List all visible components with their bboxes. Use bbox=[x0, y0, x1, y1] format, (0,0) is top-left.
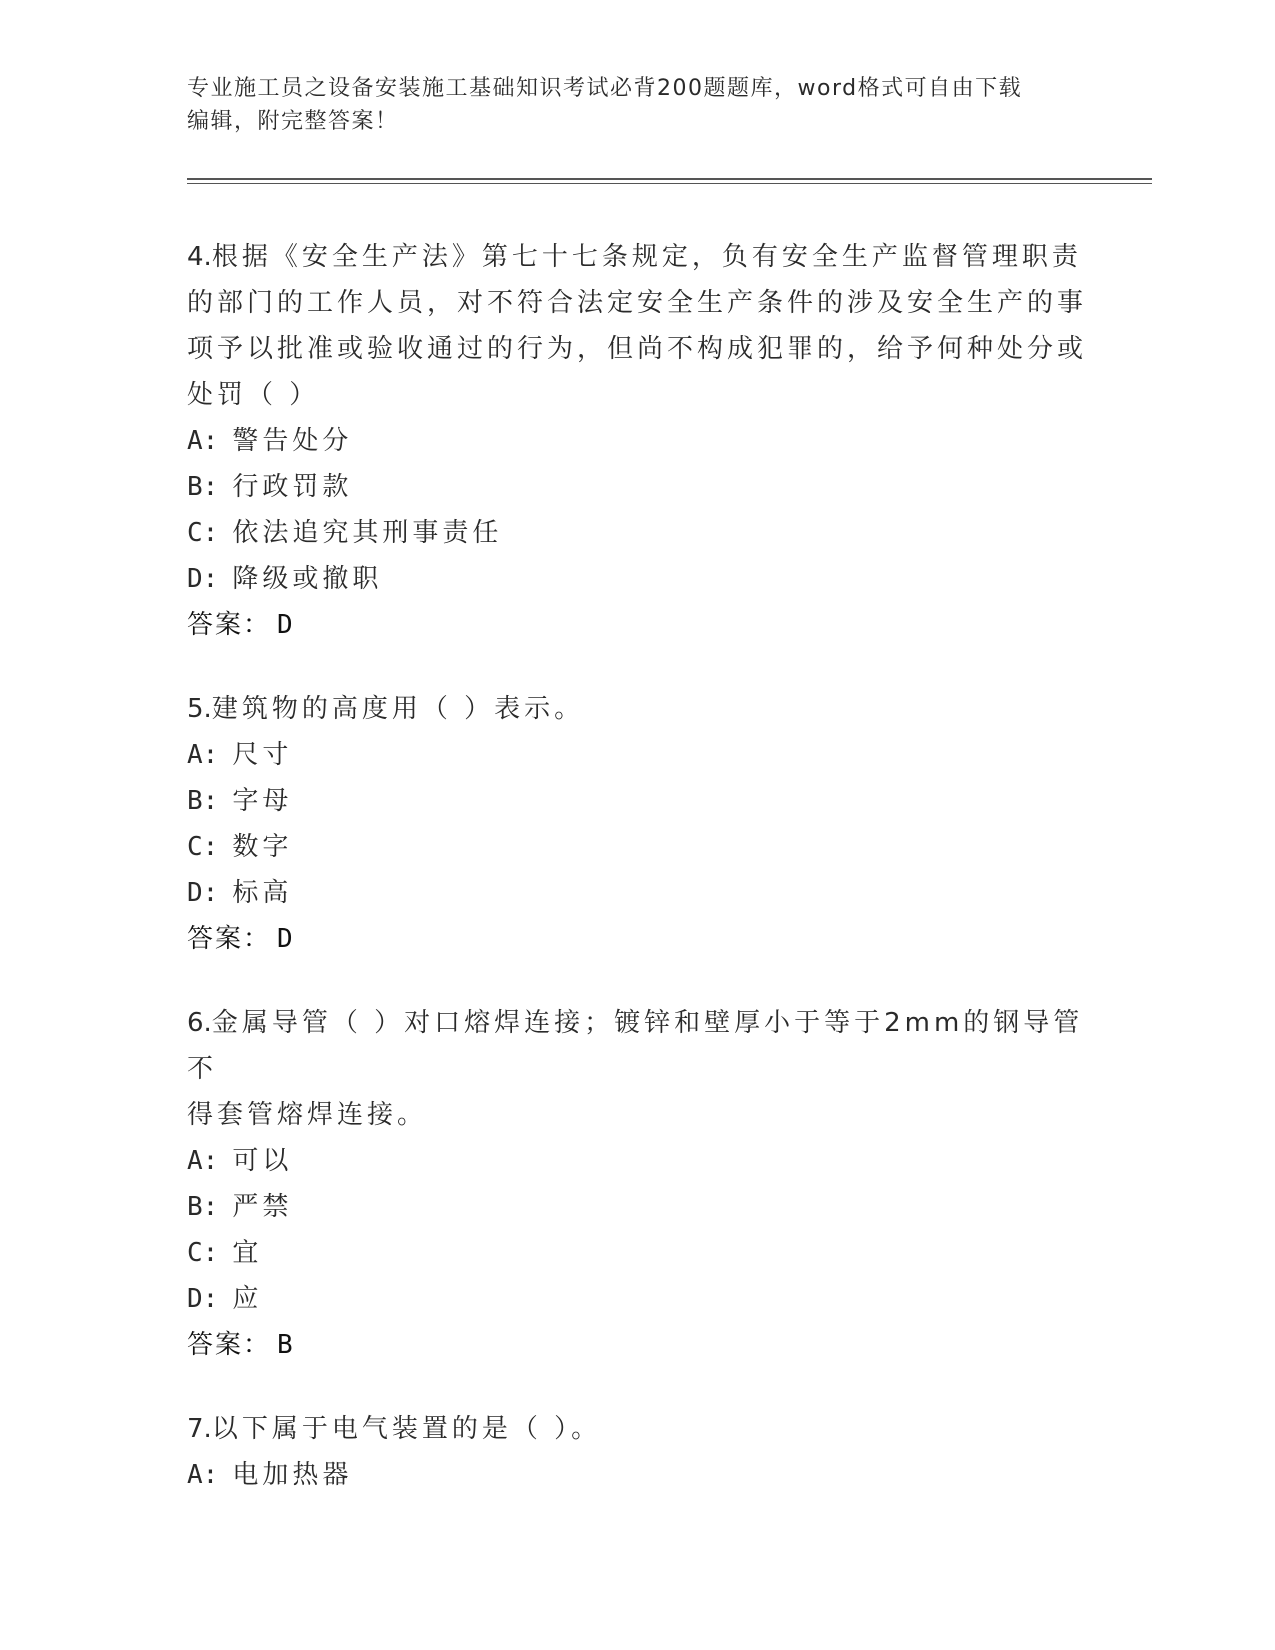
option-key: A: bbox=[187, 740, 219, 770]
question-text bbox=[187, 1406, 1087, 1452]
question-4 bbox=[187, 234, 1087, 648]
question-text-line: 建筑物的高度用（ ）表示。 bbox=[211, 694, 585, 724]
option-text: 警告处分 bbox=[232, 426, 353, 456]
option-c bbox=[187, 1230, 1087, 1276]
question-text-line: 以下属于电气装置的是（ ）。 bbox=[211, 1414, 602, 1444]
question-text-line: 根据《安全生产法》第七十七条规定，负有安全生产监督管理职责 bbox=[211, 242, 1082, 272]
option-key: C: bbox=[187, 518, 219, 548]
option-key: A: bbox=[187, 426, 219, 456]
answer-label: 答案： bbox=[187, 1330, 272, 1360]
question-text bbox=[187, 1000, 1087, 1138]
question-6 bbox=[187, 1000, 1087, 1368]
question-text bbox=[187, 686, 1087, 732]
question-number: 4. bbox=[187, 242, 212, 272]
option-text: 应 bbox=[232, 1284, 263, 1314]
option-a bbox=[187, 418, 1087, 464]
option-d bbox=[187, 1276, 1087, 1322]
option-key: A: bbox=[187, 1146, 219, 1176]
option-key: C: bbox=[187, 832, 219, 862]
option-d bbox=[187, 870, 1087, 916]
option-text: 标高 bbox=[232, 878, 293, 908]
option-key: B: bbox=[187, 786, 219, 816]
option-text: 电加热器 bbox=[232, 1460, 353, 1490]
question-text-line: 得套管熔焊连接。 bbox=[187, 1100, 428, 1130]
option-text: 依法追究其刑事责任 bbox=[232, 518, 503, 548]
answer bbox=[187, 916, 1087, 962]
question-number: 7. bbox=[187, 1414, 212, 1444]
option-a bbox=[187, 1452, 1087, 1498]
header-divider-thick bbox=[187, 178, 1152, 180]
option-key: C: bbox=[187, 1238, 219, 1268]
option-text: 宜 bbox=[232, 1238, 263, 1268]
answer-label: 答案： bbox=[187, 924, 272, 954]
header-divider-thin bbox=[187, 183, 1152, 184]
option-key: B: bbox=[187, 1192, 219, 1222]
question-number: 6. bbox=[187, 1008, 212, 1038]
option-a bbox=[187, 732, 1087, 778]
option-b bbox=[187, 464, 1087, 510]
option-text: 可以 bbox=[232, 1146, 293, 1176]
header-title-line-1: 专业施工员之设备安装施工基础知识考试必背200题题库，word格式可自由下载 bbox=[187, 76, 1023, 101]
question-text-line: 的部门的工作人员，对不符合法定安全生产条件的涉及安全生产的事 bbox=[187, 288, 1088, 318]
option-text: 尺寸 bbox=[232, 740, 293, 770]
option-d bbox=[187, 556, 1087, 602]
question-list bbox=[187, 234, 1087, 1536]
question-text-line: 金属导管（ ）对口熔焊连接；镀锌和壁厚小于等于2mm的钢导管不 bbox=[187, 1008, 1084, 1084]
question-number: 5. bbox=[187, 694, 212, 724]
option-text: 数字 bbox=[232, 832, 293, 862]
option-key: D: bbox=[187, 1284, 219, 1314]
option-c bbox=[187, 510, 1087, 556]
option-b bbox=[187, 1184, 1087, 1230]
option-a bbox=[187, 1138, 1087, 1184]
answer-value: D bbox=[277, 610, 293, 640]
answer bbox=[187, 1322, 1087, 1368]
answer-label: 答案： bbox=[187, 610, 272, 640]
answer-value: D bbox=[277, 924, 293, 954]
option-text: 行政罚款 bbox=[232, 472, 353, 502]
document-header bbox=[187, 72, 1087, 138]
option-text: 字母 bbox=[232, 786, 293, 816]
option-key: A: bbox=[187, 1460, 219, 1490]
answer-value: B bbox=[277, 1330, 293, 1360]
header-title-line-2: 编辑，附完整答案！ bbox=[187, 109, 399, 134]
question-text-line: 处罚（ ） bbox=[187, 380, 320, 410]
option-key: B: bbox=[187, 472, 219, 502]
option-b bbox=[187, 778, 1087, 824]
question-text-line: 项予以批准或验收通过的行为，但尚不构成犯罪的，给予何种处分或 bbox=[187, 334, 1088, 364]
option-text: 降级或撤职 bbox=[232, 564, 383, 594]
answer bbox=[187, 602, 1087, 648]
question-5 bbox=[187, 686, 1087, 962]
question-text bbox=[187, 234, 1087, 418]
question-7 bbox=[187, 1406, 1087, 1498]
option-key: D: bbox=[187, 564, 219, 594]
option-c bbox=[187, 824, 1087, 870]
option-key: D: bbox=[187, 878, 219, 908]
option-text: 严禁 bbox=[232, 1192, 293, 1222]
